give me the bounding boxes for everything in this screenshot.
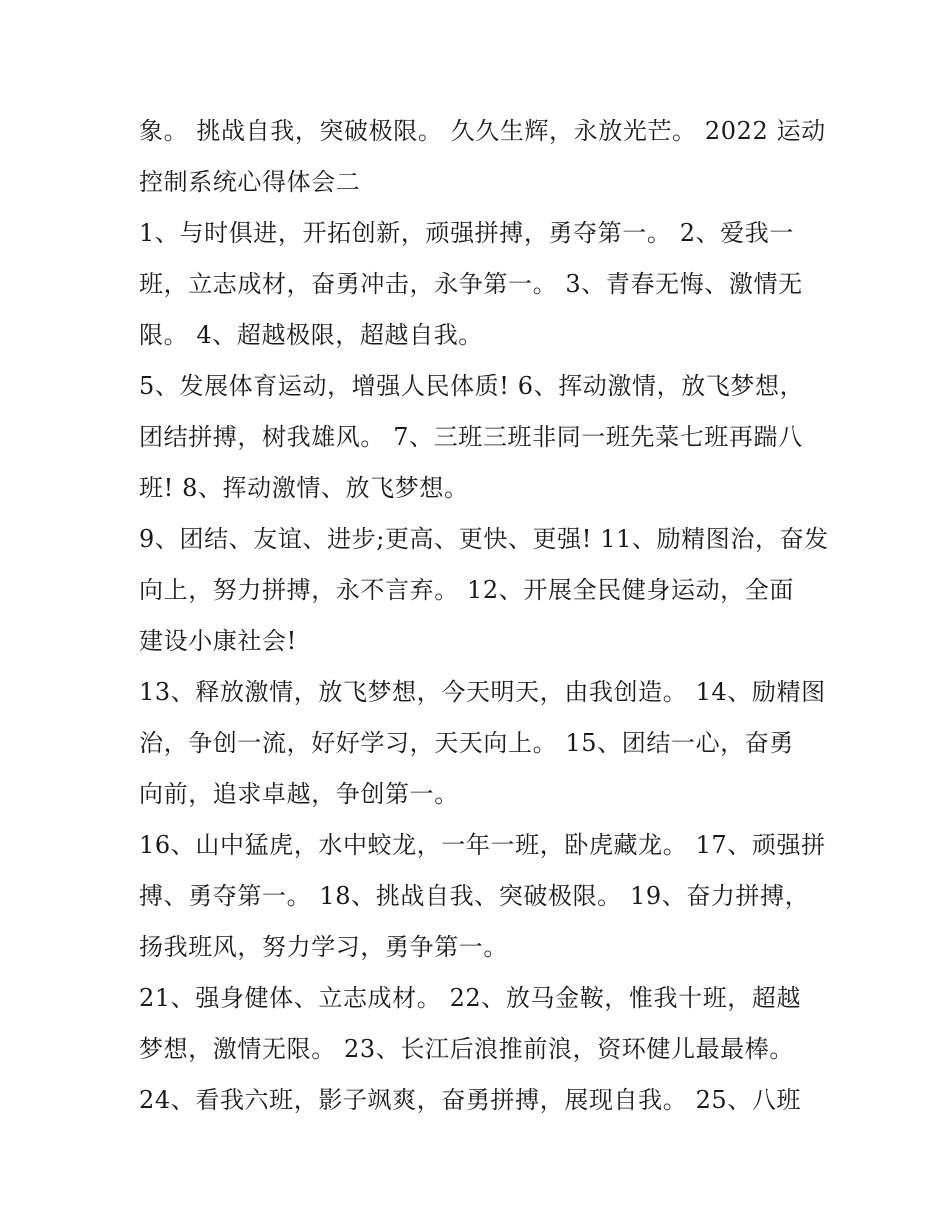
paragraph: [139, 106, 826, 208]
text-line: 5、发展体育运动，增强人民体质! 6、挥动激情，放飞梦想，: [139, 372, 805, 400]
paragraph: [139, 361, 819, 514]
text-line: 向上，努力拼搏，永不言弃。 12、开展全民健身运动，全面: [139, 576, 794, 604]
text-line: 13、释放激情，放飞梦想，今天明天，由我创造。 14、励精图: [139, 678, 826, 706]
paragraph: [139, 820, 826, 973]
text-line: 扬我班风，努力学习，勇争第一。: [139, 933, 508, 961]
text-line: 16、山中猛虎，水中蛟龙，一年一班，卧虎藏龙。 17、顽强拼: [139, 831, 826, 859]
text-line: 搏、勇夺第一。 18、挑战自我、突破极限。 19、奋力拼搏，: [139, 882, 810, 910]
text-line: 治，争创一流，好好学习，天天向上。 15、团结一心，奋勇: [139, 729, 794, 757]
text-line: 1、与时俱进，开拓创新，顽强拼搏，勇夺第一。 2、爱我一: [139, 219, 794, 247]
text-line: 象。 挑战自我，突破极限。 久久生辉，永放光芒。 2022 运动: [139, 117, 826, 145]
text-line: 24、看我六班，影子飒爽，奋勇拼搏，展现自我。 25、八班: [139, 1086, 802, 1114]
paragraph: [139, 514, 829, 667]
document-body: [139, 106, 829, 1126]
paragraph: [139, 1075, 819, 1126]
paragraph: [139, 208, 819, 361]
text-line: 班，立志成材，奋勇冲击，永争第一。 3、青春无悔、激情无: [139, 270, 803, 298]
text-line: 9、团结、友谊、进步;更高、更快、更强! 11、励精图治，奋发: [139, 525, 829, 553]
text-line: 21、强身健体、立志成材。 22、放马金鞍，惟我十班，超越: [139, 984, 802, 1012]
text-line: 团结拼搏，树我雄风。 7、三班三班非同一班先菜七班再踹八: [139, 423, 803, 451]
text-line: 控制系统心得体会二: [139, 168, 361, 196]
text-line: 向前，追求卓越，争创第一。: [139, 780, 459, 808]
text-line: 班! 8、挥动激情、放飞梦想。: [139, 474, 469, 502]
paragraph: [139, 667, 826, 820]
text-line: 限。 4、超越极限，超越自我。: [139, 321, 483, 349]
text-line: 建设小康社会!: [139, 627, 297, 655]
text-line: 梦想，激情无限。 23、长江后浪推前浪，资环健儿最最棒。: [139, 1035, 794, 1063]
paragraph: [139, 973, 819, 1075]
